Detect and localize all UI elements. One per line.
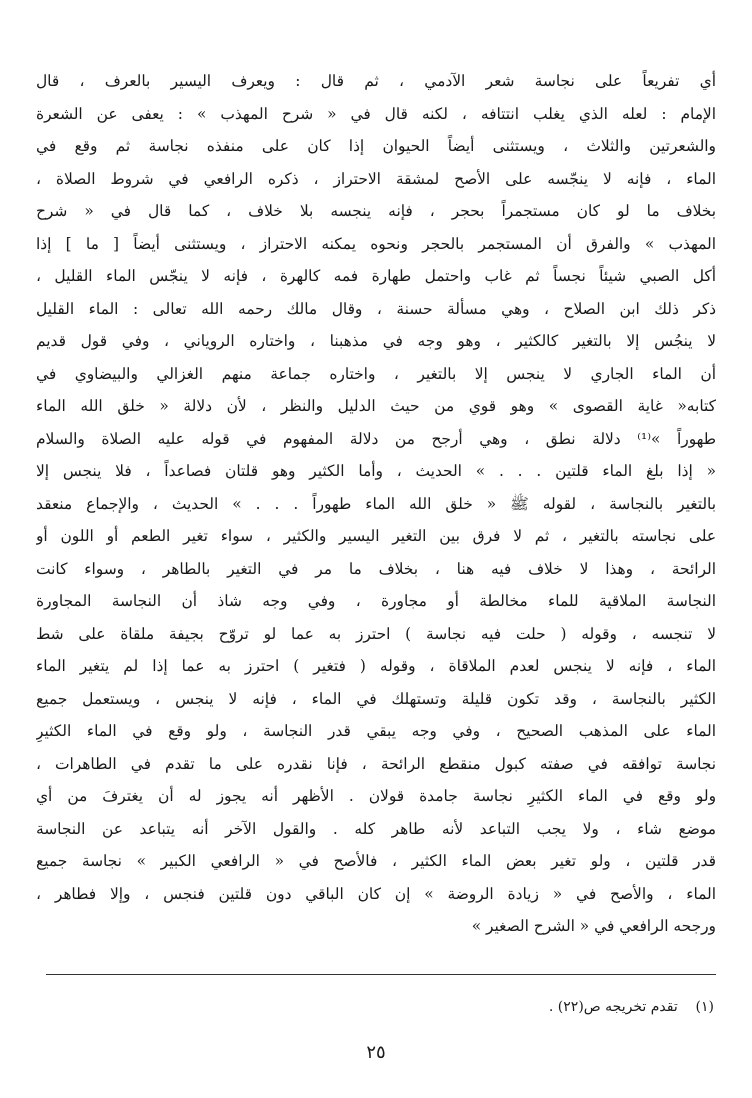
text-line: الماء ، فإنه لا ينجس لعدم الملاقاة ، وقوله ( فتغير ) احترز به عما إذا لم يتغير الماء bbox=[36, 657, 716, 675]
main-text bbox=[36, 65, 716, 943]
text-line: أي تفريعاً على نجاسة شعر الآدمي ، ثم قال : ويعرف اليسير بالعرف ، قال bbox=[36, 72, 716, 90]
text-line: الإمام : لعله الذي يغلب انتتافه ، لكنه قال في « شرح المهذب » : يعفى عن الشعرة bbox=[36, 104, 716, 123]
text-line: لا تنجسه ، وقوله ( حلت فيه نجاسة ) احترز به عما لو تروّح بجيفة ملقاة على شط bbox=[36, 624, 716, 643]
footnote-text: تقدم تخريجه ص(٢٢) . bbox=[548, 999, 678, 1015]
text-line: طهوراً »⁽¹⁾ دلالة نطق ، وهي أرجح من دلالة المفهوم في قوله عليه الصلاة والسلام bbox=[36, 429, 716, 448]
text-line: قدر قلتين ، ولو تغير بعض الماء الكثير ، فالأصح في « الرافعي الكبير » نجاسة جميع bbox=[36, 852, 716, 870]
footnote bbox=[44, 996, 714, 1018]
text-line: الماء ، والأصح في « زيادة الروضة » إن كان الباقي دون قلتين فنجس ، وإلا فطاهر ، bbox=[36, 884, 716, 903]
text-line: الكثير بالنجاسة ، وقد تكون قليلة وتستهلك في الماء ، فإنه لا ينجس ، ويستعمل جميع bbox=[36, 689, 716, 708]
text-line: والشعرتين والثلاث ، ويستثنى أيضاً الحيوان إذا كان على منفذه نجاسة ثم وقع في bbox=[36, 137, 716, 155]
text-line: بالتغير بالنجاسة ، لقوله ﷺ « خلق الله الماء طهوراً . . . » الحديث ، والإجماع منعقد bbox=[36, 494, 716, 513]
text-line: ذكر ذلك ابن الصلاح ، وهي مسألة حسنة ، وقال مالك رحمه الله تعالى : الماء القليل bbox=[36, 299, 716, 318]
footnote-marker: (١) bbox=[695, 999, 714, 1015]
footnote-separator bbox=[46, 974, 716, 975]
text-line: موضع شاء ، ولا يجب التباعد لأنه طاهر كله . والقول الآخر أنه يتباعد عن النجاسة bbox=[36, 819, 716, 838]
text-line: الماء على المذهب الصحيح ، وفي وجه يبقي قدر النجاسة ، ولو وقع في الماء الكثيرِ bbox=[36, 722, 716, 740]
text-line: على نجاسته بالتغير ، ثم لا فرق بين التغير اليسير والكثير ، سواء تغير الطعم أو اللون أو bbox=[36, 527, 716, 545]
text-line: نجاسة توافقه في صفته كبول منقطع الرائحة ، فإنا نقدره على ما تقدم في الطاهرات ، bbox=[36, 754, 716, 773]
text-line: الماء ، فإنه لا ينجّسه على الأصح لمشقة الاحتراز ، ذكره الرافعي في شروط الصلاة ، bbox=[36, 169, 716, 188]
text-line: المهذب » والفرق أن المستجمر بالحجر ونحوه يمكنه الاحتراز ، ويستثنى أيضاً [ ما ] إذا bbox=[36, 234, 716, 253]
text-line: ولو وقع في الماء الكثيرِ نجاسة جامدة قولان . الأظهر أنه يجوز له أن يغترفَ من أي bbox=[36, 787, 716, 805]
text-line: أكل الصبي شيئاً نجساً ثم غاب واحتمل طهارة فمه كالهرة ، فإنه لا ينجّس الماء القليل ، bbox=[36, 267, 716, 285]
text-line: كتابه« غاية القصوى » وهو قوي من حيث الدليل والنظر ، لأن دلالة « خلق الله الماء bbox=[36, 397, 716, 415]
text-line: ورجحه الرافعي في « الشرح الصغير » bbox=[471, 917, 716, 935]
text-line: لا ينجُس إلا بالتغير كالكثير ، وهو وجه في مذهبنا ، واختاره الروياني ، وفي قول قديم bbox=[36, 332, 716, 350]
text-line: النجاسة الملاقية للماء مخالطة أو مجاورة ، وفي وجه شاذ أن النجاسة المجاورة bbox=[36, 592, 716, 610]
text-line: « إذا بلغ الماء قلتين . . . » الحديث ، وأما الكثير وهو قلتان فصاعداً ، فلا ينجس إلا bbox=[36, 462, 716, 480]
text-line: بخلاف ما لو كان مستجمراً بحجر ، فإنه ينجسه بلا خلاف ، كما قال في « شرح bbox=[36, 202, 716, 220]
page-number: ٢٥ bbox=[366, 1042, 386, 1063]
text-line: الرائحة ، وهذا لا خلاف فيه هنا ، بخلاف ما مر في التغير بالطاهر ، وسواء كانت bbox=[36, 559, 716, 578]
text-line: أن الماء الجاري لا ينجس إلا بالتغير ، واختاره جماعة منهم الغزالي والبيضاوي في bbox=[36, 364, 716, 383]
